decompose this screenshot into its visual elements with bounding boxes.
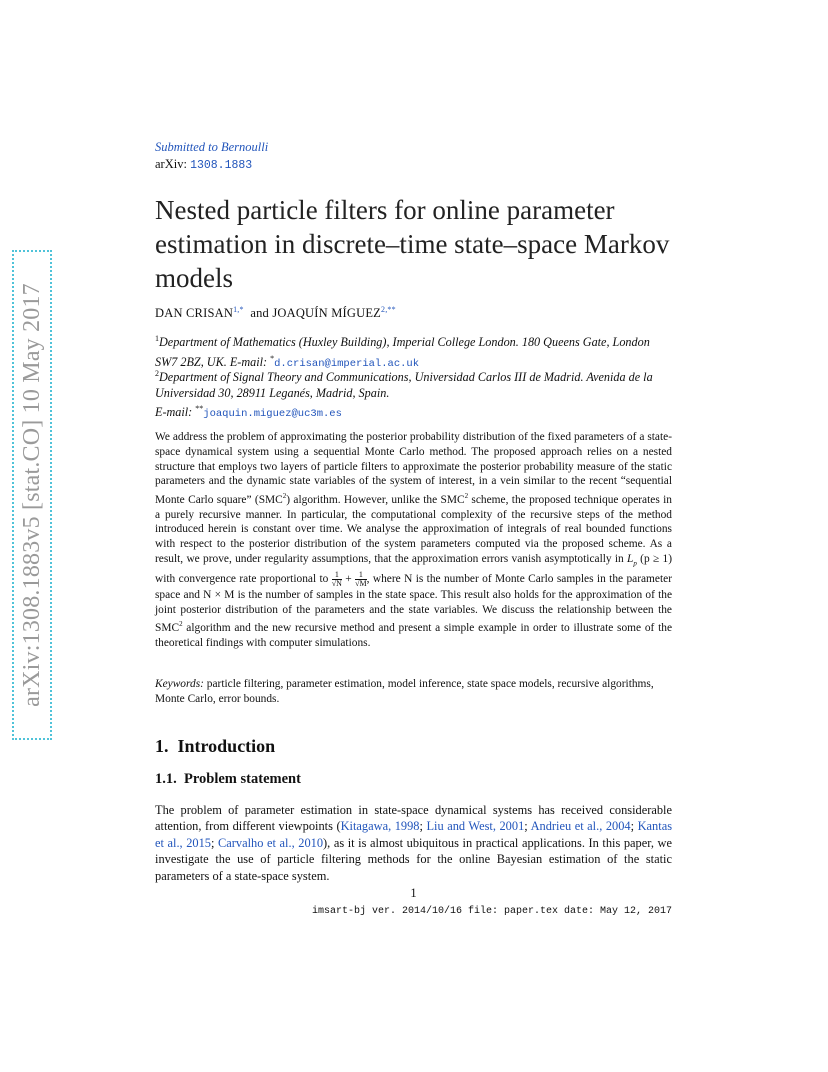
- citation-kitagawa[interactable]: Kitagawa, 1998: [340, 819, 420, 834]
- affiliation-1-sup: 1: [155, 334, 159, 343]
- abstract-part-1: We address the problem of approximating the posterior probability distribution of the fixed parameters of a state-space dynamical system using a sequential Monte Carlo method. The proposed approach relies on a nested structure that employs two layers of particle filters to approximate the posterior probability measure of the static parameters and the dynamic state variables of the system of interest, in a vein similar to the recent “sequential Monte Carlo square” (SMC: [155, 431, 672, 506]
- abstract-lp: L: [627, 552, 634, 565]
- affiliation-1-email-sup: *: [270, 353, 275, 363]
- submitted-note[interactable]: Submitted to Bernoulli: [155, 140, 269, 154]
- section-heading: [155, 736, 275, 757]
- intro-sep-2: ;: [524, 819, 531, 834]
- author-2-sup[interactable]: 2,**: [381, 305, 396, 314]
- intro-sep-3: ;: [630, 819, 638, 834]
- keywords: [155, 677, 672, 707]
- keywords-text: particle filtering, parameter estimation, model inference, state space models, recursive algorithms, Monte Carlo, error bounds.: [155, 678, 654, 705]
- fraction-1: [332, 571, 342, 588]
- section-number: 1.: [155, 736, 169, 756]
- abstract-sup-c: 2: [179, 620, 183, 629]
- affiliation-2-sup: 2: [155, 369, 159, 378]
- abstract-part-4: , where N is the number of Monte Carlo samples in the parameter space and N × M is the number of samples in the state space. This result also holds for the approximation of the joint posterior distribution of the parameters and the state variables. We discuss the relationship between the SMC: [155, 572, 672, 635]
- arxiv-id-line: [155, 157, 252, 172]
- intro-sep-1: ;: [419, 819, 427, 834]
- intro-paragraph: [155, 802, 672, 884]
- arxiv-id-link[interactable]: 1308.1883: [190, 159, 253, 172]
- citation-kantas[interactable]: Kantas et al., 2015: [155, 819, 673, 850]
- abstract: [155, 430, 672, 651]
- section-title: Introduction: [177, 736, 276, 756]
- affiliation-2-text: Department of Signal Theory and Communications, Universidad Carlos III de Madrid. Avenida de la Universidad 30, 28911 Leganés, Madrid, Spain.: [155, 370, 653, 400]
- authors-and: and: [250, 306, 269, 321]
- fraction-1-den: √N: [331, 578, 342, 588]
- affiliation-2-email[interactable]: joaquin.miguez@uc3m.es: [203, 408, 342, 421]
- paper-title: Nested particle filters for online parameter estimation in discrete–time state–space Markov models: [155, 195, 670, 293]
- affiliation-2-email-sup: **: [195, 404, 204, 414]
- author-2-name: JOAQUÍN MÍGUEZ: [272, 306, 382, 321]
- abstract-lp-sub: p: [633, 559, 637, 568]
- abstract-p-cond: (p ≥ 1) with convergence rate proportional to: [155, 552, 672, 585]
- author-1-name: DAN CRISAN: [155, 306, 234, 321]
- arxiv-stamp-text: arXiv:1308.1883v5 [stat.CO] 10 May 2017: [12, 250, 52, 740]
- author-1-sup[interactable]: 1,*: [233, 305, 244, 314]
- affiliation-1-text: Department of Mathematics (Huxley Building), Imperial College London. 180 Queens Gate, London SW7 2BZ, UK. E-mail:: [155, 335, 650, 369]
- abstract-part-2: ) algorithm. However, unlike the SMC: [286, 493, 465, 506]
- affiliation-1-email[interactable]: d.crisan@imperial.ac.uk: [274, 357, 420, 370]
- abstract-sup-b: 2: [464, 492, 469, 500]
- abstract-part-3: scheme, the proposed technique operates in a purely recursive manner. In particular, the computational complexity of the recursive steps of the method introduced herein is constant over time. We analyse the approximation of integrals of real bounded functions with respect to the posterior distribution of the system parameters computed via the proposed scheme. As a result, we prove, under regularity assumptions, that the approximation errors vanish asymptotically in: [155, 493, 672, 565]
- citation-carvalho[interactable]: Carvalho et al., 2010: [218, 835, 324, 850]
- subsection-heading: [155, 771, 301, 788]
- authors-line: [155, 305, 396, 321]
- intro-text-1: The problem of parameter estimation in state-space dynamical systems has received considerable attention, from different viewpoints (: [155, 803, 672, 834]
- arxiv-stamp: [12, 250, 52, 740]
- subsection-number: 1.1.: [155, 771, 177, 787]
- abstract-plus: +: [341, 572, 356, 585]
- arxiv-label: arXiv:: [155, 157, 187, 171]
- keywords-label: Keywords:: [155, 678, 204, 690]
- intro-sep-4: ;: [211, 835, 219, 850]
- subsection-title: Problem statement: [184, 771, 301, 787]
- footer-line: imsart-bj ver. 2014/10/16 file: paper.tex date: May 12, 2017: [311, 906, 672, 917]
- citation-liu-west[interactable]: Liu and West, 2001: [426, 819, 525, 834]
- abstract-part-5: algorithm and the new recursive method and present a simple example in order to illustrate some of the theoretical findings with computer simulations.: [155, 622, 672, 649]
- fraction-1-num: 1: [332, 571, 342, 580]
- fraction-2: [355, 571, 367, 588]
- affiliation-2-email-label: E-mail:: [155, 405, 193, 420]
- page-number: 1: [410, 886, 417, 900]
- citation-andrieu[interactable]: Andrieu et al., 2004: [530, 819, 631, 834]
- intro-text-2: ), as it is almost ubiquitous in practical applications. In this paper, we investigate the use of particle filtering methods for the online Bayesian estimation of the static parameters of a state-space system.: [155, 835, 672, 883]
- affiliation-2: [155, 366, 675, 423]
- abstract-sup-a: 2: [282, 492, 287, 500]
- fraction-2-den: √M: [355, 578, 367, 588]
- fraction-2-num: 1: [355, 571, 367, 580]
